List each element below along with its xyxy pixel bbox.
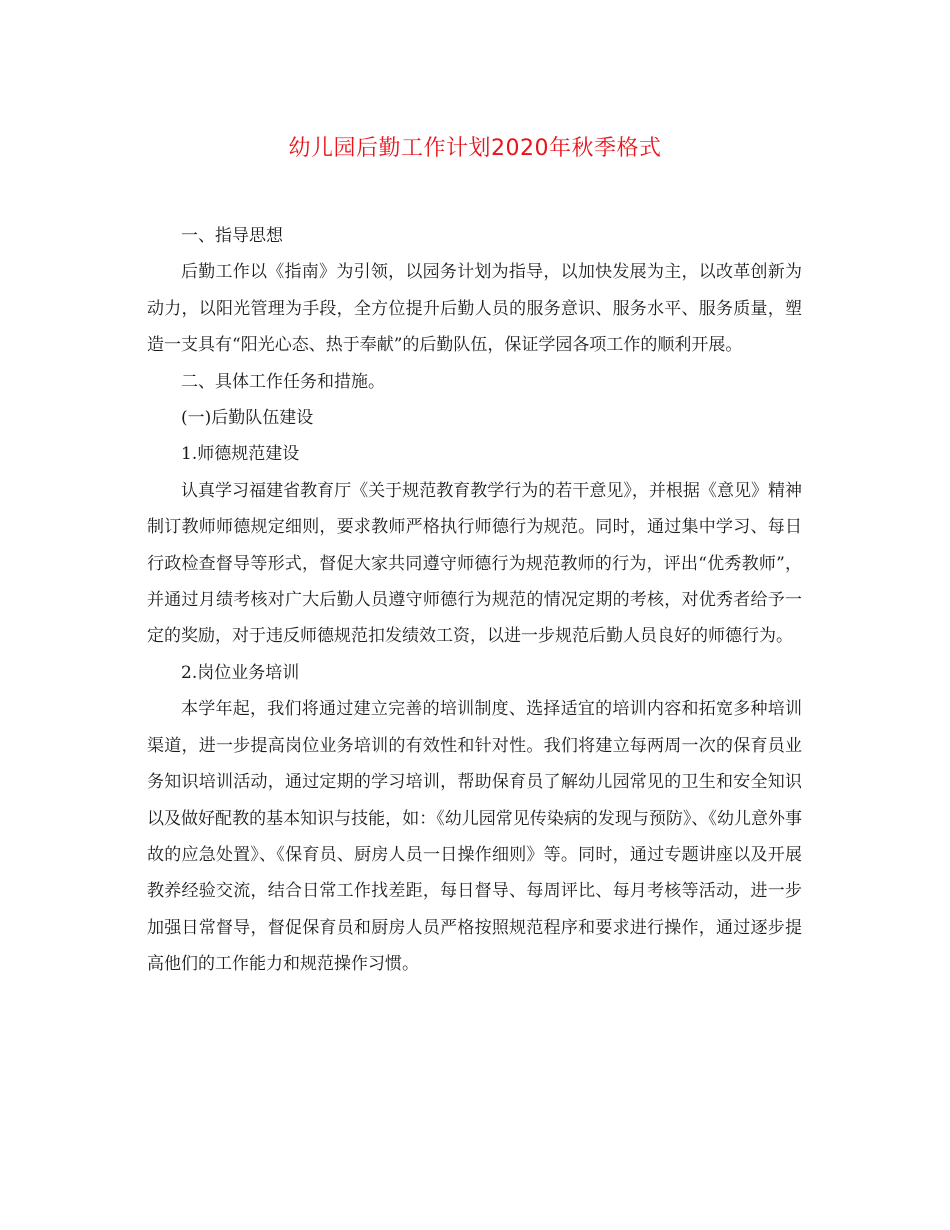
paragraph-job-training: 本学年起，我们将通过建立完善的培训制度、选择适宜的培训内容和拓宽多种培训渠道，进一步提高岗位业务培训的有效性和针对性。我们将建立每两周一次的保育员业务知识培训活动，通过定期的学习培训，帮助保育员了解幼儿园常见的卫生和安全知识以及做好配教的基本知识与技能，如：《幼儿园常见传染病的发现与预防》、《幼儿意外事故的应急处置》、《保育员、厨房人员一日操作细则》等。同时，通过专题讲座以及开展教养经验交流，结合日常工作找差距，每日督导、每周评比、每月考核等活动，进一步加强日常督导，督促保育员和厨房人员严格按照规范程序和要求进行操作，通过逐步提高他们的工作能力和规范操作习惯。 (147, 699, 802, 975)
heading-job-training: 2.岗位业务培训 (181, 662, 300, 683)
paragraph-guiding-ideology: 后勤工作以《指南》为引领，以园务计划为指导，以加快发展为主，以改革创新为动力，以阳光管理为手段，全方位提升后勤人员的服务意识、服务水平、服务质量，塑造一支具有“阳光心态、热于奉献”的后勤队伍，保证学园各项工作的顺利开展。 (147, 262, 802, 356)
heading-ethics-standards: 1.师德规范建设 (181, 444, 300, 465)
heading-guiding-ideology: 一、指导思想 (181, 226, 283, 246)
heading-team-building: (一)后勤队伍建设 (181, 408, 314, 429)
document-body (147, 218, 802, 983)
paragraph-ethics-standards: 认真学习福建省教育厅《关于规范教育教学行为的若干意见》，并根据《意见》精神制订教师师德规定细则，要求教师严格执行师德行为规范。同时，通过集中学习、每日行政检查督导等形式，督促大家共同遵守师德行为规范教师的行为，评出“优秀教师”，并通过月绩考核对广大后勤人员遵守师德行为规范的情况定期的考核，对优秀者给予一定的奖励，对于违反师德规范扣发绩效工资，以进一步规范后勤人员良好的师德行为。 (147, 480, 802, 647)
document-title: 幼儿园后勤工作计划2020年秋季格式 (288, 136, 662, 161)
heading-tasks-measures: 二、具体工作任务和措施。 (181, 371, 385, 392)
